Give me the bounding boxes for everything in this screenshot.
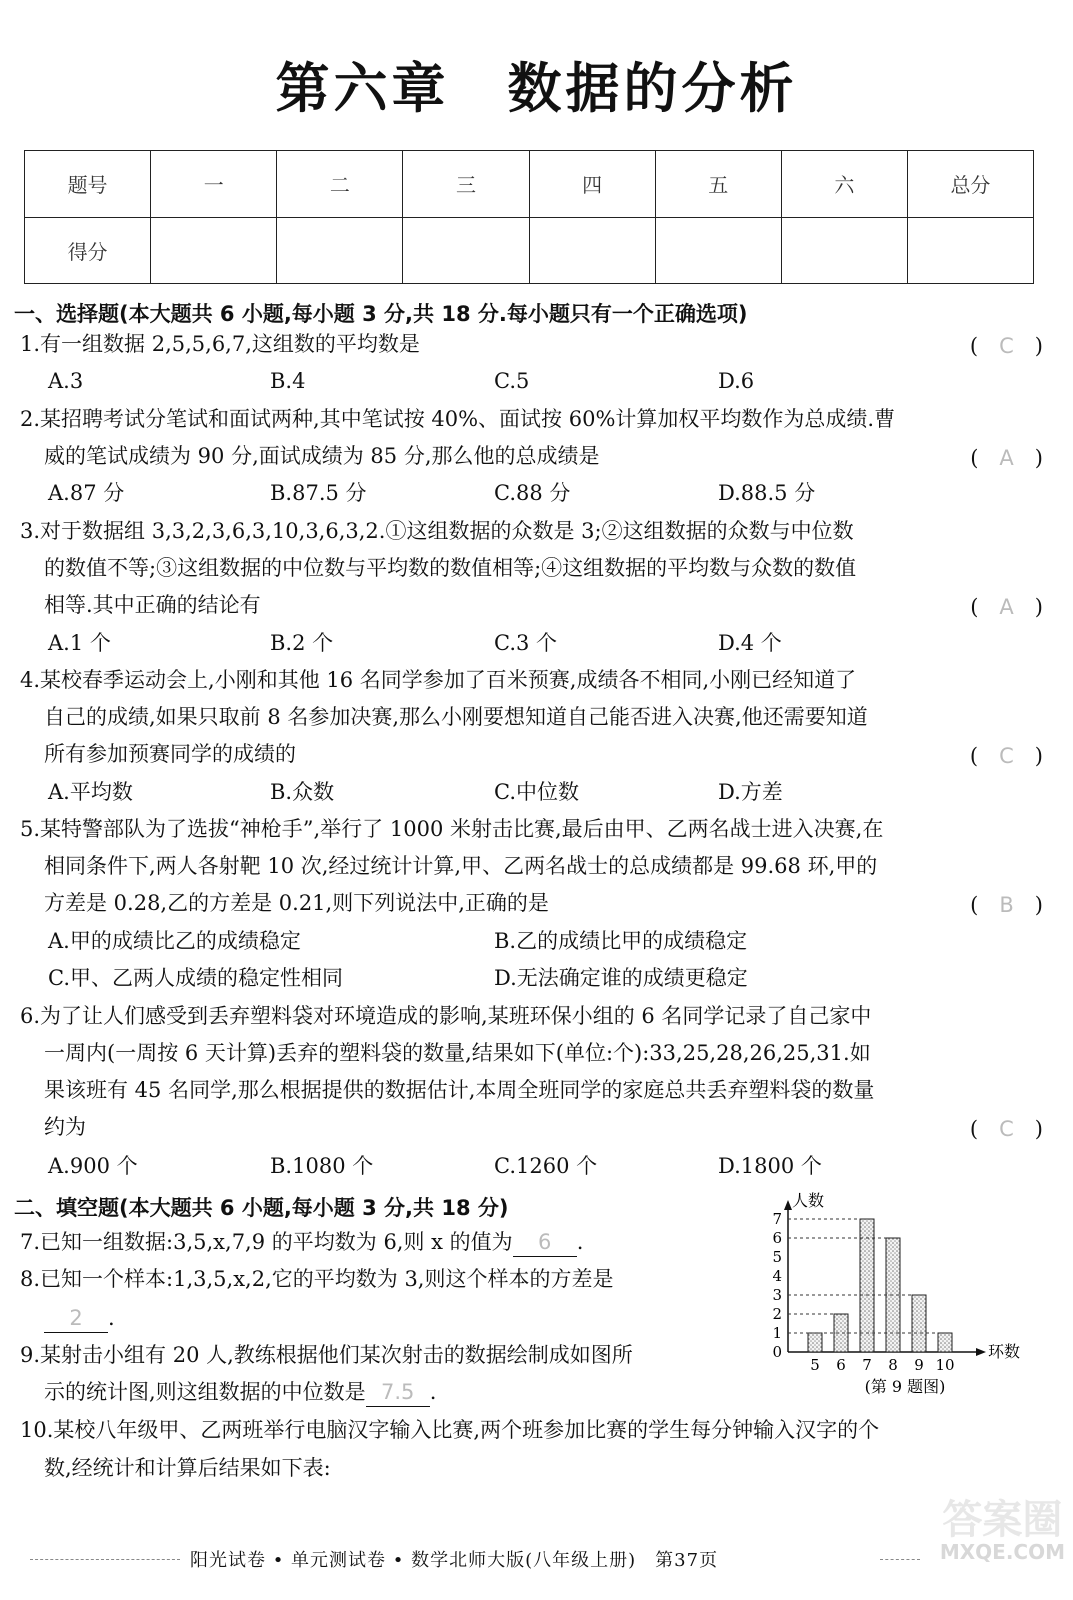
x-tick-label: 7 bbox=[862, 1356, 872, 1374]
y-tick-label: 5 bbox=[772, 1248, 782, 1266]
question-5-answer: ( B ) bbox=[970, 893, 1043, 917]
question-2-answer: ( A ) bbox=[970, 446, 1043, 470]
answer-letter: C bbox=[999, 744, 1014, 768]
question-5-text: 相同条件下,两人各射靶 10 次,经过统计计算,甲、乙两名战士的总成绩都是 99.68 环,甲的 bbox=[44, 854, 878, 878]
x-tick-label: 6 bbox=[836, 1356, 846, 1374]
option: B.众数 bbox=[270, 780, 335, 804]
option: B.乙的成绩比甲的成绩稳定 bbox=[494, 929, 748, 953]
section-heading-fill: 二、填空题(本大题共 6 小题,每小题 3 分,共 18 分) bbox=[14, 1196, 509, 1220]
score-header-cell: 一 bbox=[151, 151, 277, 218]
option: B.4 bbox=[270, 369, 306, 393]
option: C.中位数 bbox=[494, 780, 579, 804]
question-9-prompt: 示的统计图,则这组数据的中位数是 bbox=[44, 1380, 366, 1404]
punct: . bbox=[576, 1230, 584, 1254]
x-tick-label: 10 bbox=[935, 1356, 955, 1374]
option: D.1800 个 bbox=[718, 1154, 822, 1178]
option: A.1 个 bbox=[48, 631, 111, 655]
punct: . bbox=[429, 1380, 437, 1404]
histogram-figure-9 bbox=[760, 1190, 1050, 1410]
option: D.无法确定谁的成绩更稳定 bbox=[494, 966, 748, 990]
score-cell bbox=[403, 217, 529, 284]
question-4-text: 所有参加预赛同学的成绩的 bbox=[44, 742, 296, 766]
option: A.甲的成绩比乙的成绩稳定 bbox=[48, 929, 301, 953]
question-6-text: 约为 bbox=[44, 1115, 86, 1139]
watermark-logo bbox=[939, 1497, 1065, 1564]
question-1-text: 1.有一组数据 2,5,5,6,7,这组数的平均数是 bbox=[20, 332, 420, 356]
histogram-bar bbox=[938, 1333, 952, 1352]
histogram-bar bbox=[808, 1333, 822, 1352]
question-10-text: 数,经统计和计算后结果如下表: bbox=[44, 1456, 331, 1480]
answer-blank: 2 bbox=[44, 1304, 108, 1333]
option: D.4 个 bbox=[718, 631, 782, 655]
question-8-text: 8.已知一个样本:1,3,5,x,2,它的平均数为 3,则这个样本的方差是 bbox=[20, 1267, 614, 1291]
answer-letter: A bbox=[999, 595, 1014, 619]
watermark-text: 答案圈 bbox=[942, 1497, 1063, 1543]
question-2-text: 2.某招聘考试分笔试和面试两种,其中笔试按 40%、面试按 60%计算加权平均数作为总成绩.曹 bbox=[20, 407, 896, 431]
y-tick-label: 2 bbox=[772, 1305, 782, 1323]
score-cell bbox=[151, 217, 277, 284]
page-footer: 阳光试卷 • 单元测试卷 • 数学北师大版(八年级上册) 第37页 bbox=[190, 1550, 719, 1571]
question-6-text: 果该班有 45 名同学,那么根据提供的数据估计,本周全班同学的家庭总共丢弃塑料袋的数量 bbox=[44, 1078, 875, 1102]
score-row-label: 得分 bbox=[25, 217, 151, 284]
option: C.88 分 bbox=[494, 481, 571, 505]
score-header-cell: 二 bbox=[277, 151, 403, 218]
score-header-cell: 总分 bbox=[907, 151, 1033, 218]
histogram-bar bbox=[860, 1219, 874, 1352]
footer-divider bbox=[30, 1559, 180, 1560]
x-axis-label: 环数 bbox=[988, 1342, 1021, 1361]
answer-blank: 6 bbox=[513, 1228, 577, 1257]
y-axis-arrow-icon bbox=[784, 1200, 792, 1210]
score-header-cell: 题号 bbox=[25, 151, 151, 218]
answer-letter: C bbox=[999, 1117, 1014, 1141]
score-cell bbox=[907, 217, 1033, 284]
chart-caption: (第 9 题图) bbox=[864, 1377, 946, 1396]
question-10-text: 10.某校八年级甲、乙两班举行电脑汉字输入比赛,两个班参加比赛的学生每分钟输入汉字的个 bbox=[20, 1418, 880, 1442]
score-header-cell: 六 bbox=[781, 151, 907, 218]
question-6-answer: ( C ) bbox=[969, 1117, 1043, 1141]
question-9-text: 9.某射击小组有 20 人,教练根据他们某次射击的数据绘制成如图所 bbox=[20, 1343, 633, 1367]
footer-divider bbox=[880, 1559, 920, 1560]
question-1-answer: ( C ) bbox=[969, 334, 1043, 358]
answer-letter: A bbox=[999, 446, 1014, 470]
score-table bbox=[24, 150, 1034, 284]
option: D.方差 bbox=[718, 780, 783, 804]
y-tick-label: 7 bbox=[772, 1210, 782, 1228]
histogram-bar bbox=[912, 1295, 926, 1352]
question-9-text bbox=[44, 1378, 789, 1407]
question-3-text: 的数值不等;③这组数据的中位数与平均数的数值相等;④这组数据的平均数与众数的数值 bbox=[44, 556, 857, 580]
section-heading-choice: 一、选择题(本大题共 6 小题,每小题 3 分,共 18 分.每小题只有一个正确选项) bbox=[14, 302, 748, 326]
answer-letter: C bbox=[999, 334, 1014, 358]
question-3-text: 3.对于数据组 3,3,2,3,6,3,10,3,6,3,2.①这组数据的众数是 3;②这组数据的众数与中位数 bbox=[20, 519, 854, 543]
option: B.87.5 分 bbox=[270, 481, 367, 505]
x-tick-label: 8 bbox=[888, 1356, 898, 1374]
score-cell bbox=[529, 217, 655, 284]
question-4-text: 自己的成绩,如果只取前 8 名参加决赛,那么小刚要想知道自己能否进入决赛,他还需要知道 bbox=[44, 705, 868, 729]
answer-letter: B bbox=[999, 893, 1014, 917]
option: A.900 个 bbox=[48, 1154, 138, 1178]
answer-blank: 7.5 bbox=[366, 1378, 430, 1407]
question-5-text: 5.某特警部队为了选拔“神枪手”,举行了 1000 米射击比赛,最后由甲、乙两名战士进入决赛,在 bbox=[20, 817, 884, 841]
score-header-cell: 三 bbox=[403, 151, 529, 218]
punct: . bbox=[108, 1306, 115, 1330]
question-2-text: 威的笔试成绩为 90 分,面试成绩为 85 分,那么他的总成绩是 bbox=[44, 444, 600, 468]
option: D.6 bbox=[718, 369, 755, 393]
x-tick-label: 9 bbox=[914, 1356, 924, 1374]
option: B.1080 个 bbox=[270, 1154, 374, 1178]
option: C.3 个 bbox=[494, 631, 558, 655]
question-7-prompt: 7.已知一组数据:3,5,x,7,9 的平均数为 6,则 x 的值为 bbox=[20, 1230, 513, 1254]
option: C.甲、乙两人成绩的稳定性相同 bbox=[48, 966, 343, 990]
option: C.1260 个 bbox=[494, 1154, 598, 1178]
y-tick-label: 6 bbox=[772, 1229, 782, 1247]
score-cell bbox=[655, 217, 781, 284]
option: C.5 bbox=[494, 369, 530, 393]
score-cell bbox=[781, 217, 907, 284]
y-tick-label: 4 bbox=[772, 1267, 782, 1285]
score-header-cell: 四 bbox=[529, 151, 655, 218]
page-title: 第六章 数据的分析 bbox=[275, 57, 798, 120]
option: A.3 bbox=[48, 369, 84, 393]
question-6-text: 一周内(一周按 6 天计算)丢弃的塑料袋的数量,结果如下(单位:个):33,25,28,26,25,31.如 bbox=[44, 1041, 871, 1065]
y-axis-label: 人数 bbox=[792, 1191, 825, 1210]
question-5-text: 方差是 0.28,乙的方差是 0.21,则下列说法中,正确的是 bbox=[44, 891, 549, 915]
question-3-answer: ( A ) bbox=[970, 595, 1043, 619]
option: B.2 个 bbox=[270, 631, 334, 655]
score-header-row bbox=[25, 151, 1034, 218]
option: D.88.5 分 bbox=[718, 481, 816, 505]
score-value-row bbox=[25, 217, 1034, 284]
y-tick-label: 0 bbox=[772, 1343, 782, 1361]
y-tick-label: 1 bbox=[772, 1324, 782, 1342]
question-8-blank-line bbox=[44, 1304, 789, 1333]
option: A.平均数 bbox=[48, 780, 133, 804]
question-4-answer: ( C ) bbox=[969, 744, 1043, 768]
option: A.87 分 bbox=[48, 481, 125, 505]
score-header-cell: 五 bbox=[655, 151, 781, 218]
y-tick-label: 3 bbox=[772, 1286, 782, 1304]
x-tick-label: 5 bbox=[810, 1356, 820, 1374]
question-7-text bbox=[20, 1228, 765, 1257]
watermark-url: MXQE.COM bbox=[939, 1540, 1065, 1564]
question-4-text: 4.某校春季运动会上,小刚和其他 16 名同学参加了百米预赛,成绩各不相同,小刚已经知道了 bbox=[20, 668, 857, 692]
question-6-text: 6.为了让人们感受到丢弃塑料袋对环境造成的影响,某班环保小组的 6 名同学记录了自己家中 bbox=[20, 1004, 872, 1028]
question-3-text: 相等.其中正确的结论有 bbox=[44, 593, 261, 617]
score-cell bbox=[277, 217, 403, 284]
x-axis-arrow-icon bbox=[976, 1348, 986, 1356]
